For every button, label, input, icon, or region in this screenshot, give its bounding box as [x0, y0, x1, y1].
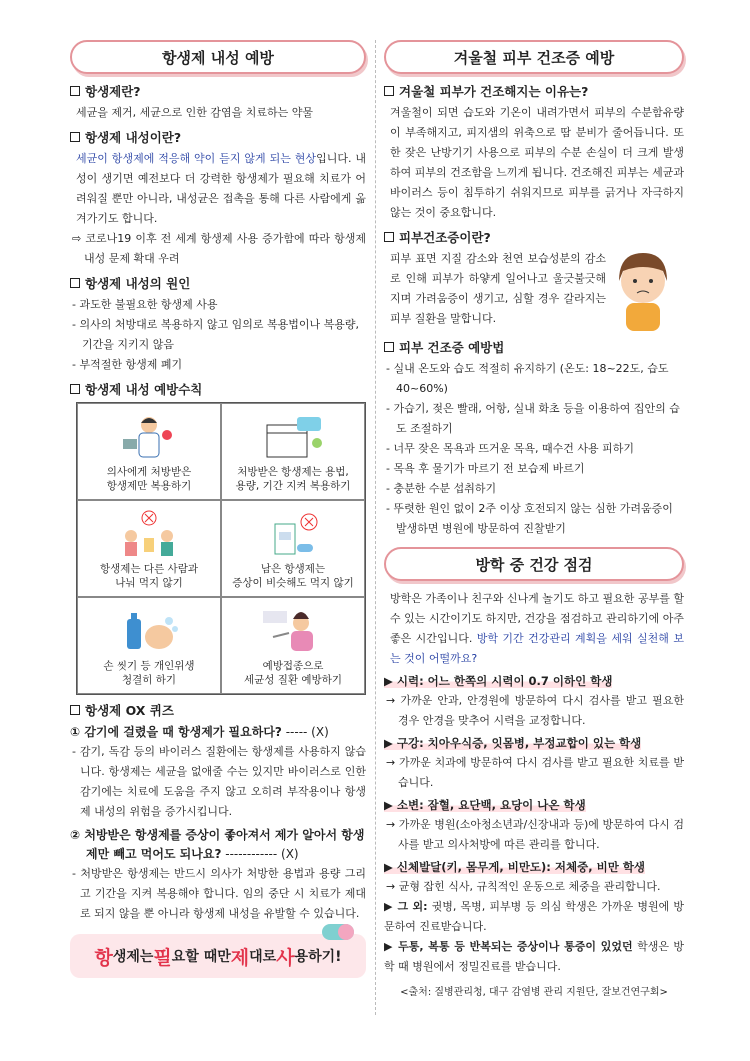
check-title	[384, 733, 684, 753]
handwash-icon	[109, 607, 189, 655]
quiz-explanation-2: - 처방받은 항생제는 반드시 의사가 처방한 용법과 용량 그리고 기간을 지켜 복용해야 합니다. 임의 중단 시 치료가 제대로 되지 않을 뿐 아니라 항생제 내성을 유발할 수 있습니다.	[72, 867, 366, 920]
question-text: ① 감기에 걸렸을 때 항생제가 필요하다?	[70, 725, 282, 739]
check-text: → 가까운 병원(소아청소년과/신장내과 등)에 방문하여 다시 검사를 받고 의사처방에 따른 관리를 합니다.	[386, 818, 684, 851]
heading-text: 항생제 내성 예방수칙	[85, 382, 203, 397]
vaccine-icon	[253, 607, 333, 655]
etc-note	[384, 897, 684, 937]
quiz-question-2	[70, 826, 366, 864]
slogan-text: 생제는	[112, 949, 154, 965]
doctor-icon	[109, 413, 189, 461]
dry-prevention-list	[384, 359, 684, 539]
check-item	[384, 733, 684, 793]
list-item: - 의사의 처방대로 복용하지 않고 임의로 복용법이나 복용량, 기간을 지키지 않음	[72, 318, 359, 351]
check-text: → 균형 잡힌 식사, 규칙적인 운동으로 체중을 관리합니다.	[386, 880, 661, 893]
check-title-text: ▶ 신체발달(키, 몸무게, 비만도): 저체중, 비만 학생	[384, 860, 646, 874]
intro-text: 방학은 가족이나 친구와 신나게 놀기도 하고 필요한 공부를 할 수 있는 시간이기도 하지만, 건강을 점검하고 관리하기에 아주 좋은 시간입니다.	[390, 592, 684, 645]
quiz-heading	[70, 701, 366, 719]
covid-note: ⇨ 코로나19 이후 전 세계 항생제 사용 증가함에 따라 항생제 내성 문제 확대 우려	[72, 232, 366, 265]
right-column	[384, 40, 684, 998]
list-item: - 뚜렷한 원인 없이 2주 이상 호전되지 않는 심한 가려움증이 발생하면 병원에 방문하여 진찰받기	[386, 502, 673, 535]
heading-text: 피부건조증이란?	[399, 230, 491, 245]
checkbox-square-icon	[70, 705, 80, 715]
grid-caption: 예방접종으로 세균성 질환 예방하기	[244, 660, 342, 686]
no-leftover-icon	[253, 510, 333, 558]
check-title	[384, 795, 684, 815]
vacation-intro	[384, 589, 684, 669]
check-text: → 가까운 안과, 안경원에 방문하여 다시 검사를 받고 필요한 경우 안경을 맞추어 시력을 교정합니다.	[386, 694, 684, 727]
dry-reason-heading	[384, 82, 684, 100]
slogan-letter: 제	[230, 946, 250, 969]
check-title-text: ▶ 시력: 어느 한쪽의 시력이 0.7 이하인 학생	[384, 674, 613, 688]
grid-caption: 손 씻기 등 개인위생 청결히 하기	[103, 660, 195, 686]
slogan-letter: 사	[276, 946, 295, 969]
grid-cell	[221, 403, 365, 500]
slogan-letter: 항	[94, 946, 113, 969]
left-column	[70, 40, 366, 978]
list-item: - 과도한 불필요한 항생제 사용	[72, 298, 218, 311]
checkbox-square-icon	[70, 86, 80, 96]
vacation-title: 방학 중 건강 점검	[384, 547, 684, 581]
check-item	[384, 795, 684, 855]
list-item: - 부적절한 항생제 폐기	[72, 358, 183, 371]
intro-highlight: 방학 기간 건강관리 계획을 세워 실천해 보는 것이 어떨까요?	[390, 632, 684, 665]
resistance-definition	[70, 149, 366, 229]
quiz-question-1	[70, 723, 366, 742]
grid-cell	[77, 597, 221, 694]
heading-text: 피부 건조증 예방법	[399, 340, 505, 355]
prevention-heading	[70, 380, 366, 398]
check-title	[384, 857, 684, 877]
slogan-text: 용하기!	[294, 949, 342, 965]
check-title	[384, 671, 684, 691]
calendar-pills-icon	[253, 413, 333, 461]
check-text: → 가까운 치과에 방문하여 다시 검사를 받고 필요한 치료를 받습니다.	[386, 756, 684, 789]
left-title: 항생제 내성 예방	[70, 40, 366, 74]
heading-text: 항생제란?	[85, 84, 141, 99]
etc-title: ▶ 그 외:	[384, 900, 428, 913]
list-item: - 실내 온도와 습도 적절히 유지하기 (온도: 18~22도, 습도 40~60%)	[386, 362, 669, 395]
right-title: 겨울철 피부 건조증 예방	[384, 40, 684, 74]
question-answer: ----- (X)	[281, 725, 329, 739]
causes-heading	[70, 274, 366, 292]
checkbox-square-icon	[384, 232, 394, 242]
antibiotic-definition: 세균을 제거, 세균으로 인한 감염을 치료하는 약물	[76, 106, 313, 119]
check-item	[384, 857, 684, 897]
slogan-text: 대로	[249, 949, 277, 965]
list-item: - 너무 잦은 목욕과 뜨거운 목욕, 때수건 사용 피하기	[386, 442, 634, 455]
column-divider	[375, 40, 376, 1015]
slogan-letter: 필	[153, 946, 172, 969]
grid-cell	[221, 500, 365, 597]
list-item: - 가습기, 젖은 빨래, 어항, 실내 화초 등을 이용하여 집안의 습도 조절하기	[386, 402, 680, 435]
dry-reason-text: 겨울철이 되면 습도와 기온이 내려가면서 피부의 수분함유량이 부족해지고, 피지샘의 위축으로 땀 분비가 줄어듭니다. 또한 잦은 난방기기 사용으로 피부의 수분 손실이 더 크게 발생하여 피부의 건조함을 느끼게 됩니다. 건조해진 피부는 세균과 바이러스 등이 침투하기 쉬워지므로 피부를 긁거나 자극하지 않는 것이 중요합니다.	[390, 106, 684, 219]
check-title-text: ▶ 소변: 잠혈, 요단백, 요당이 나온 학생	[384, 798, 586, 812]
grid-cell	[221, 597, 365, 694]
check-title-text: ▶ 구강: 치아우식증, 잇몸병, 부정교합이 있는 학생	[384, 736, 642, 750]
headache-note	[384, 937, 684, 977]
slogan-banner	[70, 934, 366, 978]
grid-caption: 처방받은 항생제는 용법, 용량, 기간 지켜 복용하기	[235, 466, 351, 492]
dry-prevention-heading	[384, 338, 684, 356]
grid-caption: 의사에게 처방받은 항생제만 복용하기	[106, 466, 192, 492]
prevention-grid	[76, 402, 366, 695]
etc-text: 귓병, 목병, 피부병 등 의심 학생은 가까운 병원에 방문하여 진료받습니다.	[384, 900, 684, 933]
headache-title: ▶ 두통, 복통 등 반복되는 증상이나 통증이 있었던	[384, 940, 633, 953]
list-item: - 목욕 후 물기가 마르기 전 보습제 바르기	[386, 462, 585, 475]
grid-caption: 항생제는 다른 사람과 나눠 먹지 않기	[100, 563, 198, 589]
heading-text: 항생제 OX 퀴즈	[85, 703, 174, 718]
dry-skin-block	[384, 249, 684, 333]
itchy-girl-icon	[606, 249, 680, 333]
dry-skin-text: 피부 표면 지질 감소와 천연 보습성분의 감소로 인해 피부가 하얗게 일어나고 울긋불긋해지며 가려움증이 생기고, 심할 경우 갈라지는 피부 질환을 말합니다.	[390, 252, 606, 325]
grid-cell	[77, 500, 221, 597]
slogan-text: 요할 때만	[171, 949, 231, 965]
checkbox-square-icon	[70, 384, 80, 394]
checkbox-square-icon	[70, 278, 80, 288]
checkbox-square-icon	[384, 86, 394, 96]
resistance-text: 입니다. 내성이 생기면 예전보다 더 강력한 항생제가 필요해 치료가 어려워질 뿐만 아니라, 내성균은 접촉을 통해 다른 사람에게 옮겨가기도 합니다.	[76, 152, 366, 225]
checkbox-square-icon	[70, 132, 80, 142]
pill-icon	[318, 920, 358, 946]
antibiotic-heading	[70, 82, 366, 100]
causes-list	[70, 295, 366, 375]
resistance-heading	[70, 128, 366, 146]
dry-skin-heading	[384, 228, 684, 246]
heading-text: 겨울철 피부가 건조해지는 이유는?	[399, 84, 589, 99]
grid-cell	[77, 403, 221, 500]
resistance-highlight: 세균이 항생제에 적응해 약이 듣지 않게 되는 현상	[76, 152, 317, 165]
source-citation: <출처: 질병관리청, 대구 감염병 관리 지원단, 잘보건연구회>	[400, 987, 668, 998]
checkbox-square-icon	[384, 342, 394, 352]
headache-text: 학생은 방학 때 병원에서 정밀진료를 받습니다.	[384, 940, 684, 973]
heading-text: 항생제 내성의 원인	[85, 276, 191, 291]
no-sharing-icon	[109, 510, 189, 558]
grid-caption: 남은 항생제는 증상이 비슷해도 먹지 않기	[232, 563, 354, 589]
quiz-explanation-1: - 감기, 독감 등의 바이러스 질환에는 항생제를 사용하지 않습니다. 항생제는 세균을 없애줄 수는 있지만 바이러스로 인한 감기에는 치료에 도움을 주지 않고 오히려 부작용이나 항생제 내성의 위험을 증가시킵니다.	[72, 745, 366, 818]
question-text: ② 처방받은 항생제를 증상이 좋아져서 제가 알아서 항생제만 빼고 먹어도 되나요?	[70, 828, 365, 861]
heading-text: 항생제 내성이란?	[85, 130, 182, 145]
list-item: - 충분한 수분 섭취하기	[386, 482, 497, 495]
question-answer: ------------ (X)	[221, 847, 299, 861]
check-item	[384, 671, 684, 731]
